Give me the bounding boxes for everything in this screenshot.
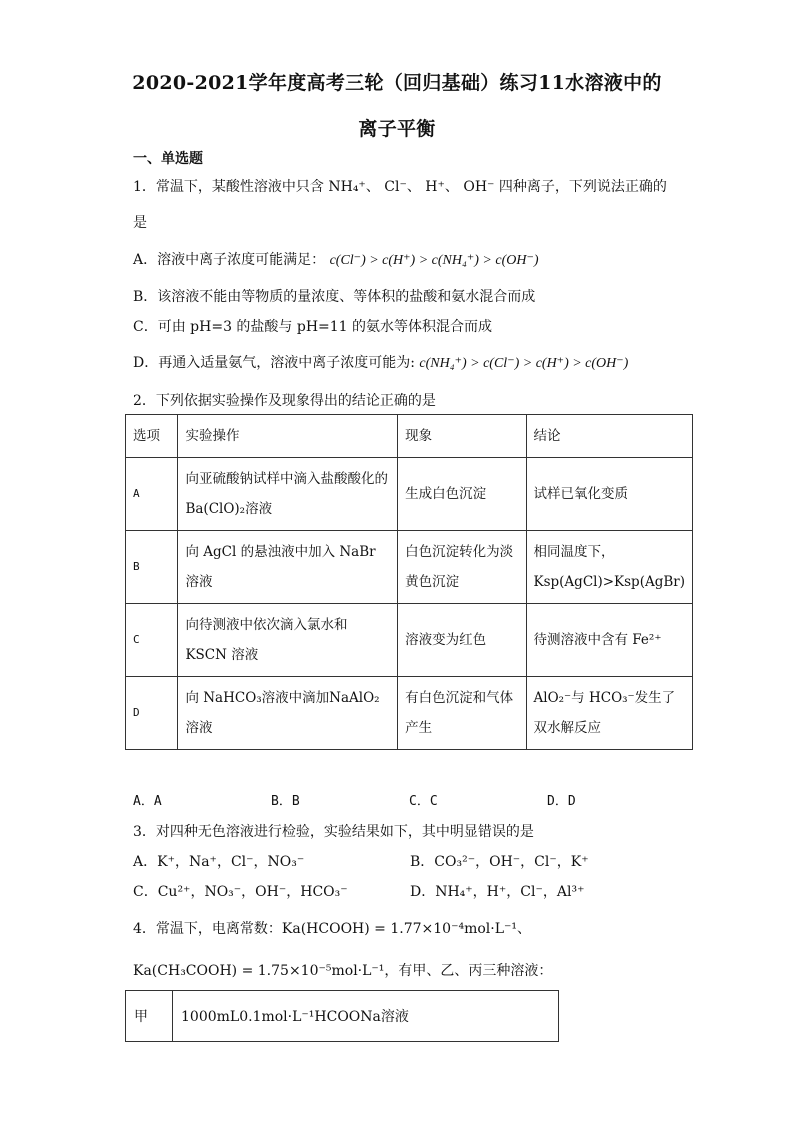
- q2-choice-c: C．C: [409, 794, 438, 809]
- row-option: A: [126, 458, 178, 531]
- row-operation: 向亚硫酸钠试样中滴入盐酸酸化的Ba(ClO)₂溶液: [178, 458, 398, 531]
- q3-option-b: B．CO₃²⁻，OH⁻，Cl⁻，K⁺: [410, 854, 589, 870]
- table-row: [126, 991, 559, 1042]
- row-phenomenon: 白色沉淀转化为淡黄色沉淀: [398, 531, 526, 604]
- table-row: [126, 531, 693, 604]
- q4-stem-cont: Ka(CH₃COOH) = 1.75×10⁻⁵mol·L⁻¹，有甲、乙、丙三种溶液：: [133, 963, 553, 979]
- q3-stem: 3．对四种无色溶液进行检验，实验结果如下，其中明显错误的是: [133, 824, 534, 840]
- table-row: [126, 604, 693, 677]
- q2-choice-d: D．D: [547, 794, 576, 809]
- row-phenomenon: 有白色沉淀和气体产生: [398, 677, 526, 750]
- q2-choice-a: A．A: [133, 794, 162, 809]
- solution-label: 甲: [126, 991, 173, 1042]
- header-option: 选项: [126, 415, 178, 458]
- q3-option-a: A．K⁺，Na⁺，Cl⁻，NO₃⁻: [133, 854, 305, 870]
- q1-option-c: C．可由 pH=3 的盐酸与 pH=11 的氨水等体积混合而成: [133, 319, 493, 335]
- row-conclusion: 试样已氧化变质: [526, 458, 693, 531]
- section-heading: 一、单选题: [133, 151, 203, 167]
- table-row: [126, 677, 693, 750]
- q1-stem: 1．常温下，某酸性溶液中只含 NH₄⁺、 Cl⁻、 H⁺、 OH⁻ 四种离子，下列说法正确的: [133, 179, 667, 195]
- table-row: [126, 458, 693, 531]
- row-phenomenon: 溶液变为红色: [398, 604, 526, 677]
- page-title-line2: 离子平衡: [358, 118, 436, 140]
- q1-option-a-text: A．溶液中离子浓度可能满足：: [133, 252, 326, 268]
- row-operation: 向 AgCl 的悬浊液中加入 NaBr 溶液: [178, 531, 398, 604]
- q1-option-a-expr: c(Cl⁻) > c(H⁺) > c(NH₄⁺) > c(OH⁻): [329, 253, 539, 268]
- q1-option-d-text: D．再通入适量氨气，溶液中离子浓度可能为:: [133, 355, 415, 371]
- row-conclusion: 相同温度下，Ksp(AgCl)>Ksp(AgBr): [526, 531, 693, 604]
- table-header-row: [126, 415, 693, 458]
- experiment-table: [125, 414, 693, 750]
- row-conclusion: AlO₂⁻与 HCO₃⁻发生了双水解反应: [526, 677, 693, 750]
- row-option: B: [126, 531, 178, 604]
- q2-stem: 2．下列依据实验操作及现象得出的结论正确的是: [133, 393, 436, 409]
- q1-option-d-expr: c(NH₄⁺) > c(Cl⁻) > c(H⁺) > c(OH⁻): [419, 356, 629, 371]
- row-conclusion: 待测溶液中含有 Fe²⁺: [526, 604, 693, 677]
- row-operation: 向 NaHCO₃溶液中滴加NaAlO₂溶液: [178, 677, 398, 750]
- solution-desc: 1000mL0.1mol·L⁻¹HCOONa溶液: [173, 991, 559, 1042]
- header-phenomenon: 现象: [398, 415, 526, 458]
- solution-table: [125, 990, 559, 1042]
- header-operation: 实验操作: [178, 415, 398, 458]
- page-title: 2020-2021学年度高考三轮（回归基础）练习11水溶液中的: [132, 72, 662, 94]
- q3-option-c: C．Cu²⁺，NO₃⁻，OH⁻，HCO₃⁻: [133, 884, 348, 900]
- row-option: C: [126, 604, 178, 677]
- header-conclusion: 结论: [526, 415, 693, 458]
- row-option: D: [126, 677, 178, 750]
- q4-stem: 4．常温下，电离常数：Ka(HCOOH) = 1.77×10⁻⁴mol·L⁻¹、: [133, 921, 532, 937]
- q1-stem-cont: 是: [133, 215, 147, 231]
- q1-option-d: [133, 352, 628, 372]
- q2-choice-b: B．B: [271, 794, 300, 809]
- row-operation: 向待测液中依次滴入氯水和 KSCN 溶液: [178, 604, 398, 677]
- row-phenomenon: 生成白色沉淀: [398, 458, 526, 531]
- q1-option-a: [133, 249, 539, 269]
- q1-option-b: B．该溶液不能由等物质的量浓度、等体积的盐酸和氨水混合而成: [133, 289, 536, 305]
- q3-option-d: D．NH₄⁺，H⁺，Cl⁻，Al³⁺: [410, 884, 585, 900]
